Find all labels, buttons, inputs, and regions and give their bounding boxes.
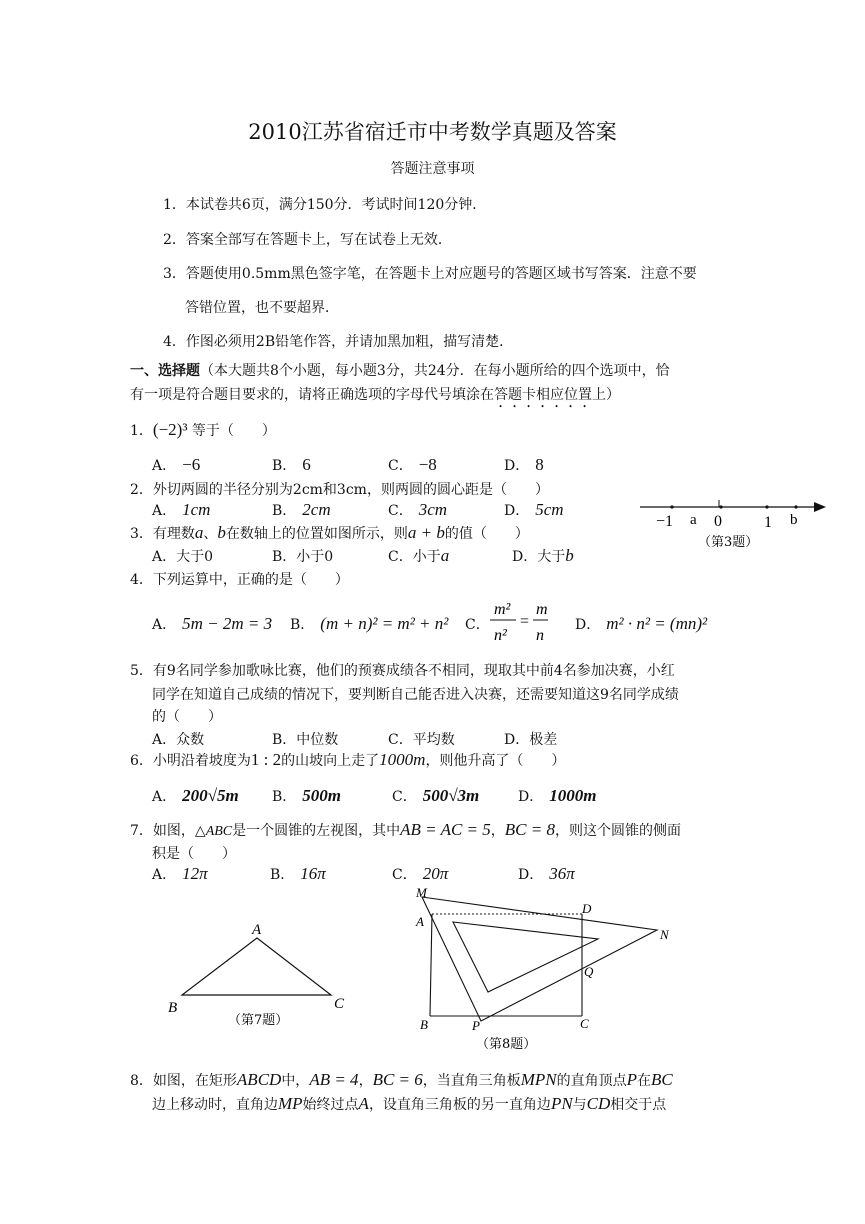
q1-option-b: B． 6	[272, 455, 311, 474]
section-1-desc-2a: 有一项是符合题目要求的，请将正确选项的字母代号填涂在	[130, 387, 494, 403]
figure-8-caption: （第8题）	[476, 1037, 537, 1052]
question-3: 3．有理数a、b在数轴上的位置如图所示，则a + b的值（ ）	[130, 523, 529, 542]
question-7-line2: 积是（ ）	[152, 846, 236, 862]
section-1-line2	[130, 384, 620, 411]
label-0: 0	[714, 513, 722, 530]
vertex-b-label: B	[168, 1000, 178, 1016]
figure-7-triangle	[160, 918, 360, 1033]
q5-option-a: A．众数	[152, 732, 205, 748]
q5-option-b: B．中位数	[272, 732, 339, 748]
question-5-line2: 同学在知道自己成绩的情况下，要判断自己能否进入决赛，还需要知道这9名同学成绩	[152, 687, 679, 703]
q4-option-c: C．	[465, 617, 490, 633]
q2-option-a: A． 1cm	[152, 500, 211, 519]
label-minus-1: −1	[656, 513, 674, 530]
label-a: a	[690, 512, 697, 528]
q1-expression: (−2)³	[152, 420, 188, 439]
q2-option-b: B． 2cm	[272, 500, 331, 519]
note-2: 2．答案全部写在答题卡上，写在试卷上无效．	[163, 232, 452, 248]
question-2: 2．外切两圆的半径分别为2cm和3cm，则两圆的圆心距是（ ）	[130, 482, 549, 498]
svg-text:n: n	[536, 627, 544, 644]
q6-option-a: A． 200√5m	[152, 786, 239, 805]
q2-option-d: D． 5cm	[504, 500, 564, 519]
q3-option-b: B．小于0	[272, 549, 334, 565]
question-5-line3: 的（ ）	[152, 709, 222, 725]
q3-option-a: A．大于0	[152, 549, 214, 565]
figure-3-caption: （第3题）	[698, 535, 759, 550]
q6-option-c: C． 500√3m	[392, 786, 480, 805]
point-d-label: D	[582, 901, 592, 916]
question-4: 4．下列运算中，正确的是（ ）	[130, 572, 349, 588]
question-6: 6．小明沿着坡度为1 : 2的山坡向上走了1000m，则他升高了（ ）	[130, 750, 566, 769]
point-m-label: M	[416, 885, 427, 900]
instructions-heading: 答题注意事项	[390, 161, 475, 177]
question-5-line1: 5．有9名同学参加歌咏比赛，他们的预赛成绩各不相同，现取其中前4名参加决赛，小红	[130, 663, 675, 679]
q1-option-d: D． 8	[504, 455, 544, 474]
q7-option-d: D． 36π	[518, 864, 575, 883]
figure-8-diagram	[410, 884, 680, 1054]
vertex-c-label: C	[334, 996, 345, 1012]
q3-option-d: D．大于b	[512, 546, 574, 565]
question-8-line1: 8．如图，在矩形ABCD中，AB = 4，BC = 6，当直角三角板MPN的直角顶点P在BC	[130, 1070, 673, 1089]
q1-option-c: C． −8	[388, 455, 437, 474]
q4-option-c-fraction	[486, 598, 556, 648]
label-1: 1	[764, 514, 772, 531]
q5-option-d: D．极差	[504, 732, 558, 748]
q7-option-a: A． 12π	[152, 864, 208, 883]
q7-option-b: B． 16π	[270, 864, 326, 883]
svg-text:m²: m²	[494, 601, 511, 618]
point-p-label: P	[472, 1018, 480, 1033]
q4-option-b: B． (m + n)² = m² + n²	[290, 614, 449, 633]
note-3-cont: 答错位置，也不要超界．	[185, 300, 339, 316]
question-8-line2: 边上移动时，直角边MP始终过点A，设直角三角板的另一直角边PN与CD相交于点	[152, 1094, 667, 1113]
q2-option-c: C． 3cm	[388, 500, 448, 519]
question-7-line1: 7．如图，△ABC是一个圆锥的左视图，其中AB = AC = 5，BC = 8，则这个圆锥的侧面	[130, 820, 681, 839]
svg-text:n²: n²	[494, 627, 507, 644]
tick-minus-1	[670, 505, 673, 508]
q4-option-a: A． 5m − 2m = 3	[152, 614, 273, 633]
point-n-label: N	[660, 927, 669, 942]
q1-number: 1．	[130, 423, 153, 439]
set-square-inner	[453, 922, 598, 992]
section-1-desc-2b: 上）	[592, 387, 620, 403]
q3-option-c: C．小于a	[388, 546, 450, 565]
q1-text: 等于（ ）	[191, 423, 276, 439]
section-1-line1	[130, 360, 670, 380]
point-b-label: B	[420, 1017, 428, 1032]
section-1-heading: 一、选择题	[130, 363, 200, 379]
svg-text:=: =	[520, 613, 530, 630]
point-a-label: A	[416, 914, 424, 929]
q1-option-a: A． −6	[152, 455, 201, 474]
side-ab	[430, 914, 432, 1016]
q6-option-d: D． 1000m	[518, 786, 597, 805]
section-1-desc: （本大题共8个小题，每小题3分，共24分．在每小题所给的四个选项中，恰	[200, 363, 670, 379]
triangle-abc	[182, 938, 331, 995]
svg-text:m: m	[536, 601, 548, 618]
number-line-figure	[630, 490, 830, 560]
number-line-arrow	[814, 502, 826, 512]
note-4: 4．作图必须用2B铅笔作答，并请加黑加粗，描写清楚．	[163, 334, 514, 350]
tick-b	[794, 505, 797, 508]
note-1: 1．本试卷共6页，满分150分．考试时间120分钟．	[163, 197, 487, 213]
answer-sheet-emphasis: 答题卡相应位置	[494, 387, 592, 403]
page-title: 2010江苏省宿迁市中考数学真题及答案	[248, 120, 617, 144]
q7-option-c: C． 20π	[392, 864, 449, 883]
question-1	[130, 420, 276, 440]
figure-7-caption: （第7题）	[228, 1013, 289, 1028]
label-b: b	[790, 512, 798, 528]
tick-1	[765, 505, 768, 508]
point-q-label: Q	[584, 964, 594, 979]
q5-option-c: C．平均数	[388, 732, 455, 748]
tick-a	[719, 505, 722, 508]
point-c-label: C	[580, 1016, 589, 1031]
set-square-outer	[422, 897, 657, 1021]
q4-option-d: D． m² · n² = (mn)²	[575, 614, 708, 633]
note-3: 3．答题使用0.5mm黑色签字笔，在答题卡上对应题号的答题区域书写答案．注意不要	[163, 266, 697, 282]
vertex-a-label: A	[252, 922, 262, 938]
q6-option-b: B． 500m	[272, 786, 342, 805]
